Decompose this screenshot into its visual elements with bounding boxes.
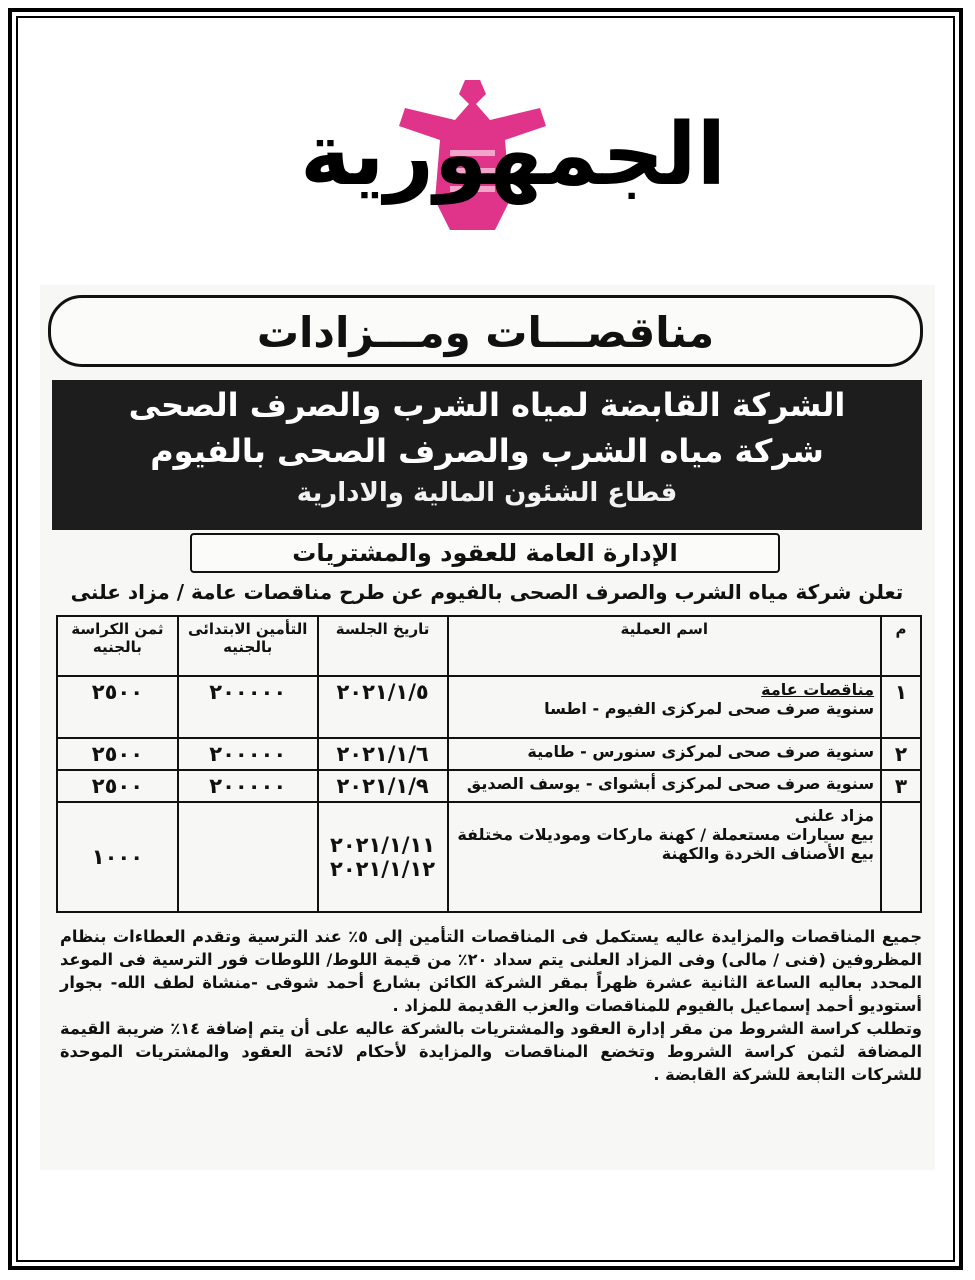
row-operation xyxy=(448,676,882,738)
row-price: ٢٥٠٠ xyxy=(57,676,178,738)
auction-heading: مزاد علنى xyxy=(794,806,875,825)
col-insurance: التأمين الابتدائى بالجنيه xyxy=(178,616,318,676)
auction-date-1: ٢٠٢١/١/١١ xyxy=(330,833,436,857)
row-num: ٢ xyxy=(881,738,921,770)
row-num: ١ xyxy=(881,676,921,738)
holding-company: الشركة القابضة لمياه الشرب والصرف الصحى xyxy=(128,386,846,424)
row-price: ٢٥٠٠ xyxy=(57,770,178,802)
sector-name: قطاع الشئون المالية والادارية xyxy=(296,478,678,508)
table-row xyxy=(57,770,921,802)
section-banner xyxy=(48,295,923,367)
auction-line-2: بيع الأصناف الخردة والكهنة xyxy=(661,844,875,863)
auction-line-1: بيع سيارات مستعملة / كهنة ماركات وموديلات مختلفة xyxy=(457,825,875,844)
table-row-auction xyxy=(57,802,921,912)
operation-text: سنوية صرف صحى لمركزى أبشواى - يوسف الصديق xyxy=(448,770,882,802)
notes-paragraph-2: وتطلب كراسة الشروط من مقر إدارة العقود والمشتريات بالشركة عاليه على أن يتم إضافة ١٤٪ ضريبة القيمة المضافة لثمن كراسة الشروط وتخضع المناقصات والمزايدة لأحكام لائحة العقود والمشتريات الموحدة للشركات التابعة للشركة القابضة . xyxy=(60,1019,922,1084)
auction-date-2: ٢٠٢١/١/١٢ xyxy=(330,857,436,881)
table-row xyxy=(57,676,921,738)
terms-notes xyxy=(60,925,922,1086)
col-booklet-price: ثمن الكراسة بالجنيه xyxy=(57,616,178,676)
operation-text: سنوية صرف صحى لمركزى الفيوم - اطسا xyxy=(544,699,875,718)
row-num: ٣ xyxy=(881,770,921,802)
row-price: ٢٥٠٠ xyxy=(57,738,178,770)
department-name: الإدارة العامة للعقود والمشتريات xyxy=(190,533,780,573)
row-insurance xyxy=(178,802,318,912)
row-insurance: ٢٠٠٠٠٠ xyxy=(178,770,318,802)
newspaper-clipping xyxy=(40,285,935,1170)
row-date: ٢٠٢١/١/٥ xyxy=(318,676,448,738)
row-num xyxy=(881,802,921,912)
col-operation: اسم العملية xyxy=(448,616,882,676)
row-date: ٢٠٢١/١/٦ xyxy=(318,738,448,770)
table-header-row xyxy=(57,616,921,676)
masthead-logo xyxy=(300,80,727,230)
operation-text: سنوية صرف صحى لمركزى سنورس - طامية xyxy=(448,738,882,770)
tenders-heading: مناقصات عامة xyxy=(761,680,875,699)
announcement-intro: تعلن شركة مياه الشرب والصرف الصحى بالفيوم عن طرح مناقصات عامة / مزاد علنى xyxy=(70,580,904,604)
company-name: شركة مياه الشرب والصرف الصحى بالفيوم xyxy=(150,432,824,470)
section-title: مناقصـــات ومـــزادات xyxy=(256,308,715,357)
operations-table xyxy=(56,615,922,913)
row-insurance: ٢٠٠٠٠٠ xyxy=(178,738,318,770)
notes-paragraph-1: جميع المناقصات والمزايدة عاليه يستكمل فى المناقصات التأمين إلى ٥٪ عند الترسية وتقدم العطاءات بنظام المظروفين (فنى / مالى) وفى المزاد العلنى يتم سداد ٢٠٪ من قيمة اللوط/ اللوطات فور الترسية فى الموعد المحدد بعاليه الساعة الثانية عشرة ظهراً بمقر الشركة الكائن بشارع أحمد شوقى -منشاة لطف الله- بجوار أستوديو أحمد إسماعيل بالفيوم للمناقصات والعزب القديمة للمزاد . xyxy=(60,927,923,1015)
row-price: ١٠٠٠ xyxy=(57,802,178,912)
table-row xyxy=(57,738,921,770)
col-num: م xyxy=(881,616,921,676)
row-operation xyxy=(448,802,882,912)
row-date: ٢٠٢١/١/٩ xyxy=(318,770,448,802)
row-insurance: ٢٠٠٠٠٠ xyxy=(178,676,318,738)
company-header xyxy=(52,380,922,530)
row-date xyxy=(318,802,448,912)
masthead-title: الجمهورية xyxy=(300,105,727,205)
col-session-date: تاريخ الجلسة xyxy=(318,616,448,676)
